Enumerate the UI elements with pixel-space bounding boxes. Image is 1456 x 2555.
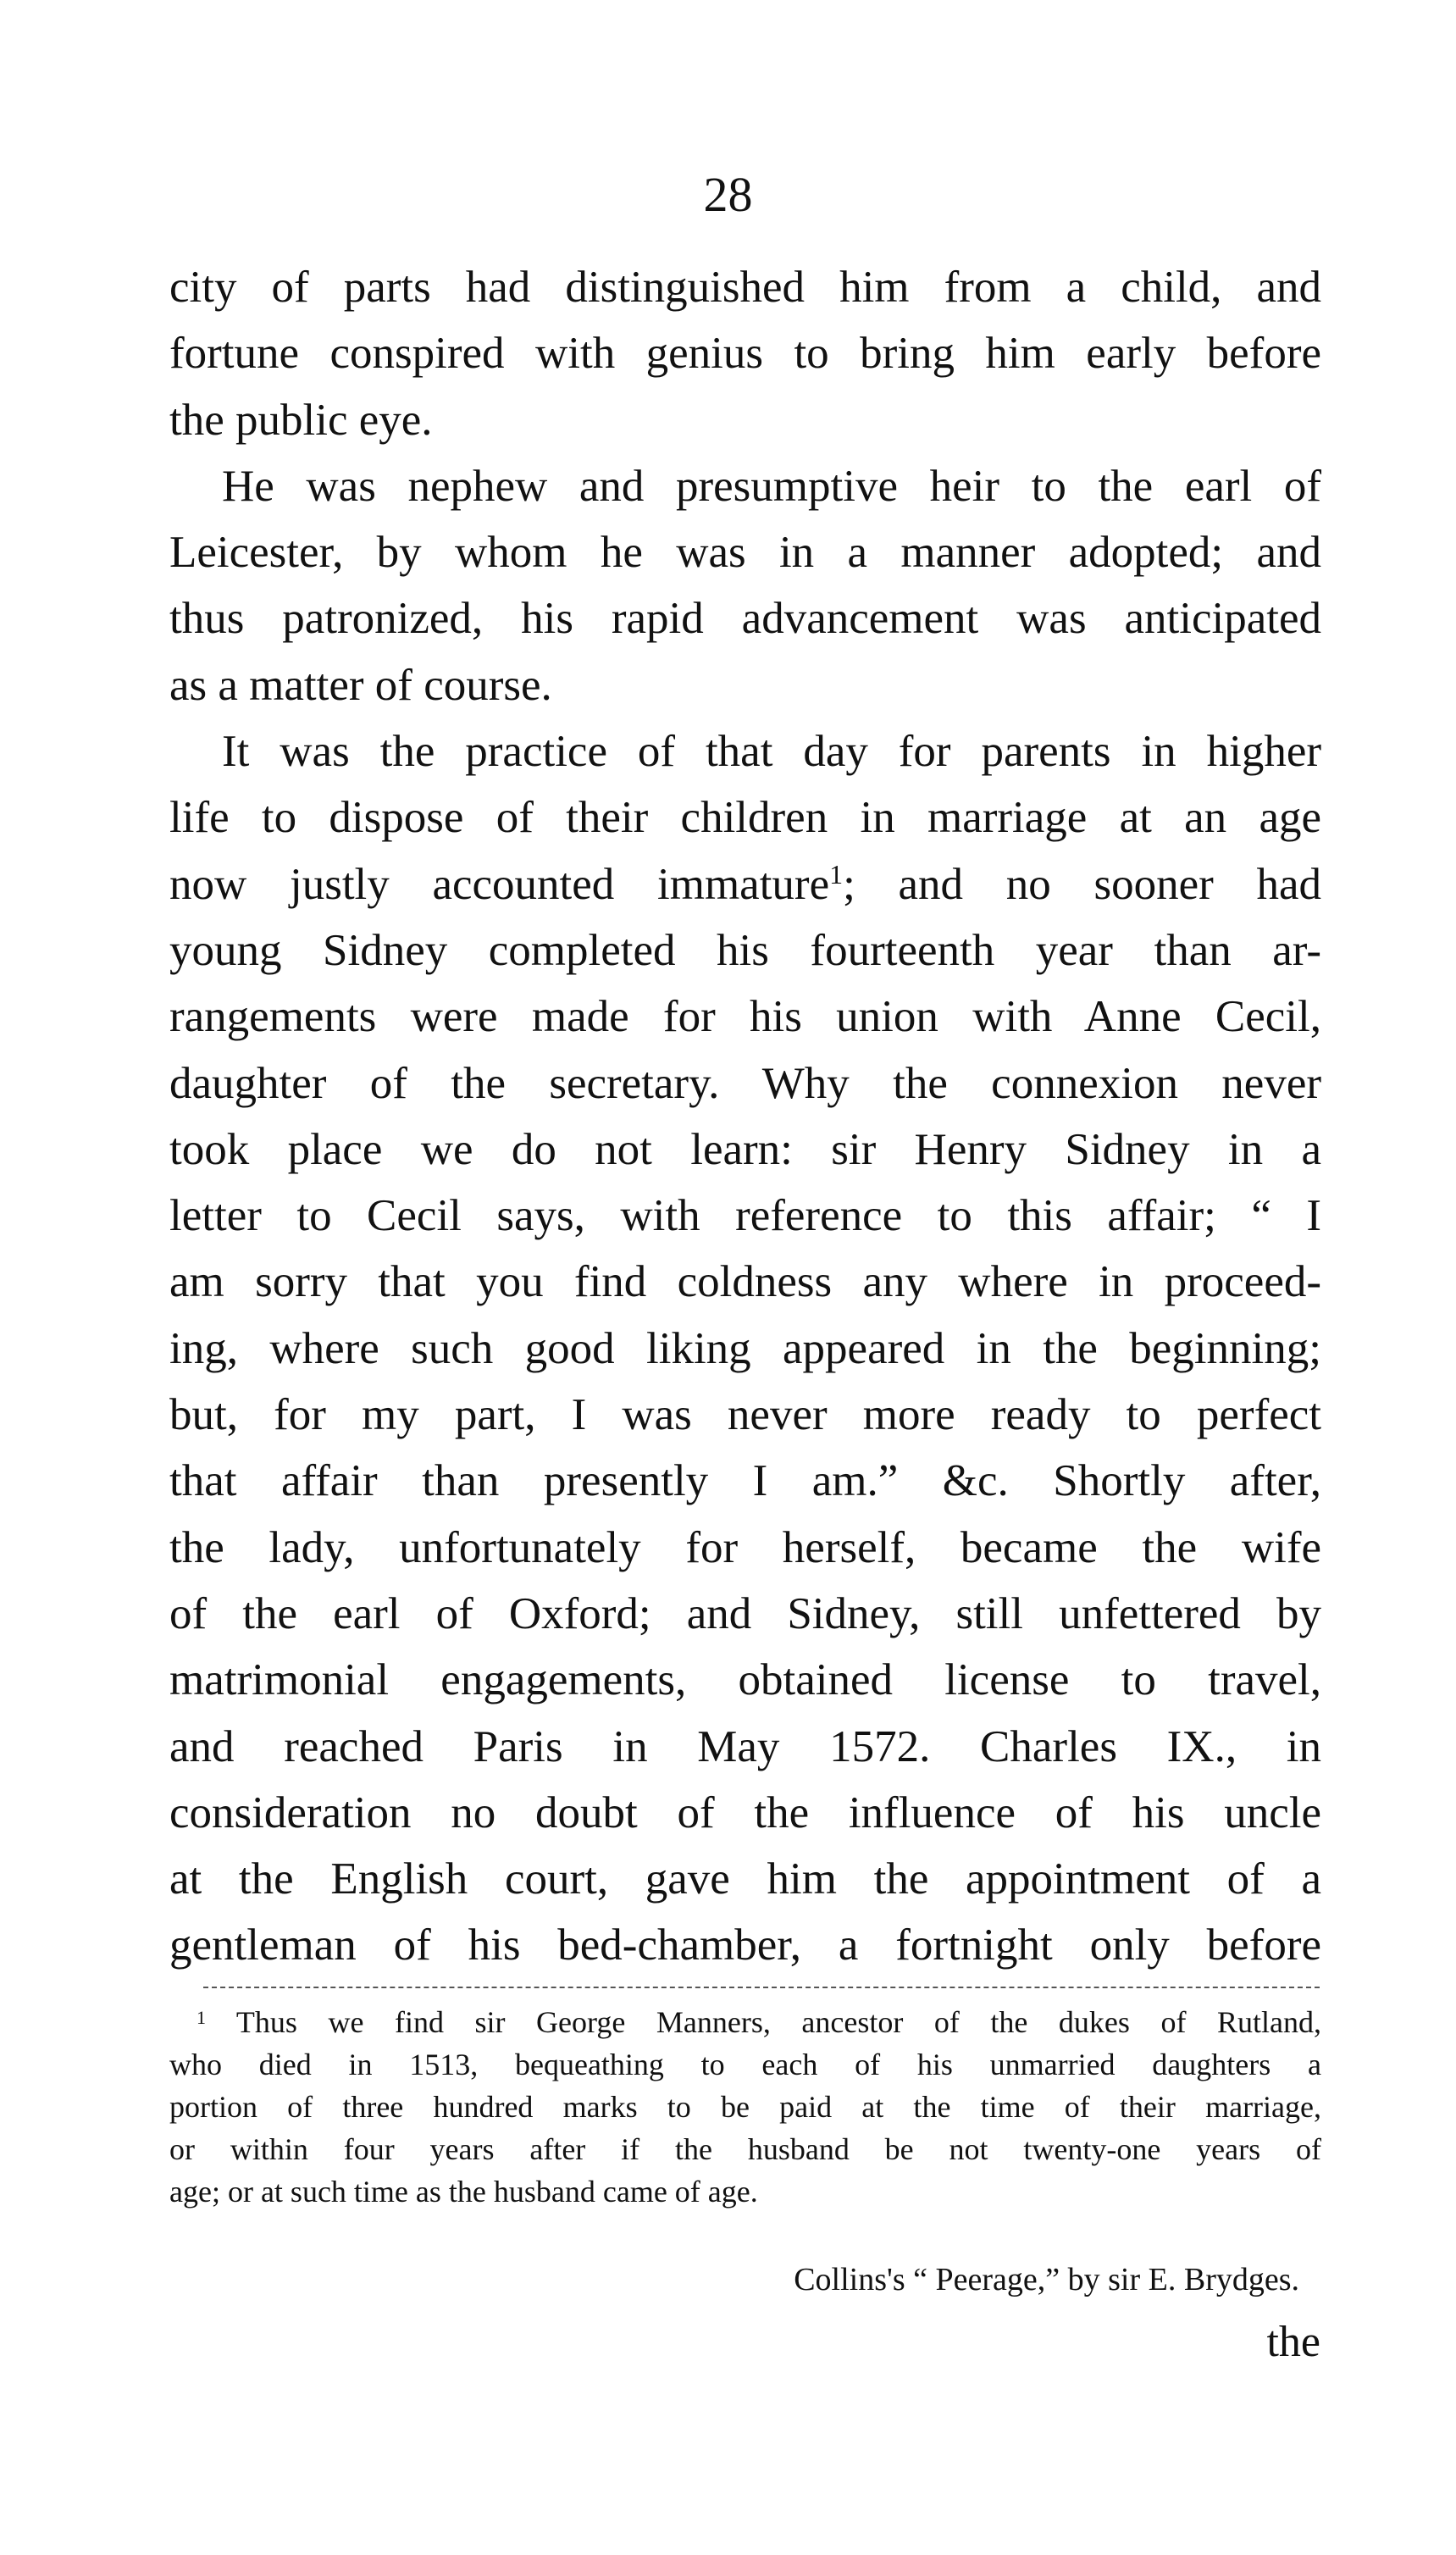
text-line-with-footnote-ref: [169, 851, 1321, 917]
text-line: and reached Paris in May 1572. Charles IX., in: [169, 1721, 1321, 1771]
footnote-marker: 1: [197, 2007, 206, 2028]
text-line: took place we do not learn: sir Henry Sidney in a: [169, 1124, 1321, 1174]
text-line: ing, where such good liking appeared in the beginning;: [169, 1323, 1321, 1373]
text-line: rangements were made for his union with Anne Cecil,: [169, 992, 1321, 1042]
text-line: gentleman of his bed-chamber, a fortnight only before: [169, 1920, 1321, 1970]
text-line: letter to Cecil says, with reference to this affair; “ I: [169, 1191, 1321, 1241]
text-line: consideration no doubt of the influence of his uncle: [169, 1787, 1321, 1837]
footnote-line: who died in 1513, bequeathing to each of his unmarried daughters a: [169, 2048, 1321, 2081]
body-text: [169, 254, 1321, 1979]
text-line: of the earl of Oxford; and Sidney, still unfettered by: [169, 1588, 1321, 1638]
footnote-line: age; or at such time as the husband came of age.: [169, 2175, 758, 2209]
text-segment: ; and no sooner had: [843, 859, 1321, 909]
footnote-separator: [203, 1987, 1320, 1988]
paragraph-start-line: He was nephew and presumptive heir to the earl of: [222, 461, 1321, 511]
footnote-text: Thus we find sir George Manners, ancestor of the dukes of Rutland,: [235, 2005, 1321, 2039]
footnote: [169, 2001, 1321, 2213]
text-line: at the English court, gave him the appointment of a: [169, 1854, 1321, 1904]
text-line: the lady, unfortunately for herself, became the wife: [169, 1522, 1321, 1572]
text-line: city of parts had distinguished him from a child, and: [169, 263, 1321, 312]
footnote-line: or within four years after if the husband be not twenty-one years of: [169, 2132, 1321, 2166]
page-number: 28: [703, 167, 753, 222]
footnote-line: [169, 2001, 1321, 2043]
text-line: matrimonial engagements, obtained license to travel,: [169, 1655, 1321, 1705]
footnote-line: portion of three hundred marks to be paid at the time of their marriage,: [169, 2090, 1321, 2124]
text-line: daughter of the secretary. Why the connexion never: [169, 1058, 1321, 1108]
text-line: young Sidney completed his fourteenth year than ar-: [169, 925, 1321, 975]
text-line: but, for my part, I was never more ready to perfect: [169, 1390, 1321, 1440]
text-line: that affair than presently I am.” &c. Shortly after,: [169, 1456, 1321, 1506]
footnote-attribution: Collins's “ Peerage,” by sir E. Brydges.: [794, 2262, 1299, 2297]
text-line: life to dispose of their children in marriage at an age: [169, 793, 1321, 843]
text-segment: now justly accounted immature: [169, 859, 830, 909]
text-line: fortune conspired with genius to bring him early before: [169, 329, 1321, 379]
catchword: the: [1266, 2318, 1320, 2366]
text-line: thus patronized, his rapid advancement was anticipated: [169, 594, 1321, 644]
footnote-reference: 1: [829, 858, 844, 890]
text-line: am sorry that you find coldness any where in proceed-: [169, 1257, 1321, 1307]
paragraph-start-line: It was the practice of that day for parents in higher: [222, 727, 1321, 777]
text-line: as a matter of course.: [169, 660, 552, 710]
text-line: Leicester, by whom he was in a manner adopted; and: [169, 528, 1321, 578]
text-line: the public eye.: [169, 395, 433, 445]
